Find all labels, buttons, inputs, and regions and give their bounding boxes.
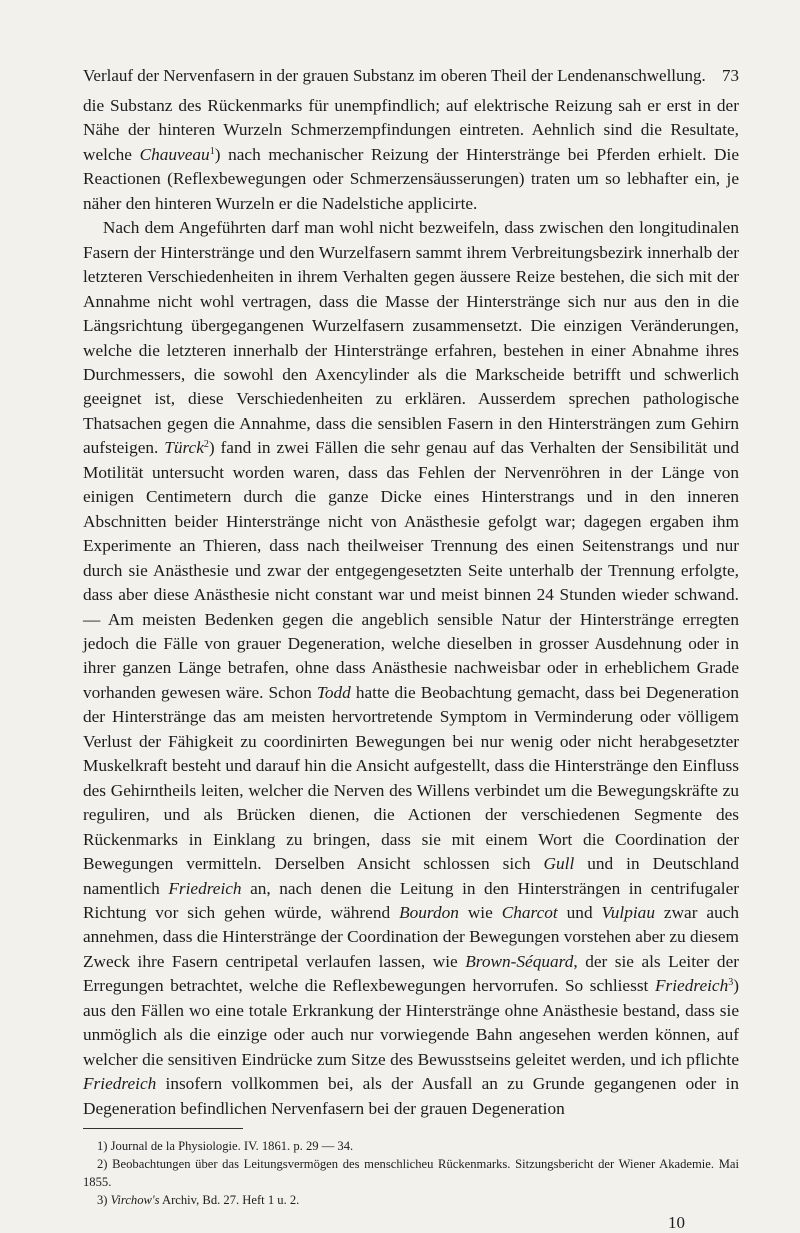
footnote-1: 1) Journal de la Physiologie. IV. 1861. p. 29 — 34. xyxy=(97,1139,354,1154)
text-run: und xyxy=(557,902,602,922)
author-name: Gull xyxy=(543,854,575,874)
paragraph-1 xyxy=(83,94,739,216)
author-name: Todd xyxy=(316,682,351,702)
author-name: Türck xyxy=(164,438,204,458)
running-header xyxy=(83,66,739,86)
footnotes xyxy=(83,1137,739,1209)
author-name: Bourdon xyxy=(399,902,459,922)
author-name: Friedreich xyxy=(168,878,242,898)
footnote-3 xyxy=(83,1191,739,1209)
footnote-ref: 3 xyxy=(728,977,734,989)
text-run: hatte die Beobachtung gemacht, dass bei Degeneration der Hinterstränge das am meisten hervortretende Symptom in Verminderung oder völligem Verlust der Fähigkeit zu coordinirten Bewegungen bei nur wenig oder nicht herabgesetzter Muskelkraft besteht und darauf hin die Ansicht aufgestellt, dass die Hinterstränge den Einfluss des Gehirntheils leiten, welcher die Nerven des Willens verbindet um die Bewegungskräfte zu reguliren, und als Brücken dienen, die Actionen der verschiedenen Segmente des Rückenmarks in Einklang zu bringen, dass sie mit einem Wort die Coordination der Bewegungen vermitteln. Derselben Ansicht schlossen sich xyxy=(83,682,739,874)
text-run: an, nach denen die Leitung in den Hintersträngen in centrifugaler Richtung vor sich gehen würde, während xyxy=(83,878,739,922)
running-title: Verlauf der Nervenfasern in der grauen Substanz im oberen Theil der Lendenanschwellung. xyxy=(83,66,706,85)
author-name: Vulpiau xyxy=(601,902,655,922)
text-run: insofern vollkommen bei, als der Ausfall an zu Grunde gegangenen oder in Degeneration befindlichen Nervenfasern bei der grauen Degeneration xyxy=(83,1074,739,1118)
author-name: Friedreich xyxy=(654,976,729,996)
author-name: Friedreich xyxy=(83,1074,157,1094)
text-run: und in Deutschland namentlich xyxy=(83,854,739,898)
footnote-2: 2) Beobachtungen über das Leitungsvermögen des menschlicheu Rückenmarks. Sitzungsbericht der Wiener Akademie. Mai 1855. xyxy=(83,1157,739,1190)
footnote-divider xyxy=(83,1128,243,1129)
author-name: Brown-Séquard xyxy=(465,951,574,971)
text-run: die Substanz des Rückenmarks für unempfindlich; auf elektrische Reizung sah er erst in der Nähe der hinteren Wurzeln Schmerzempfindungen eintreten. Aehnlich sind die Resultate, welche xyxy=(83,96,739,164)
signature-mark: 10 xyxy=(668,1213,685,1233)
text-run: wie xyxy=(458,902,502,922)
footnote-ref: 1 xyxy=(209,145,215,157)
text-run: zwar auch annehmen, dass die Hinterstränge der Coordination der Bewegungen vorstehen aber zu diesem Zweck ihre Fasern centripetal verlaufen lassen, wie xyxy=(83,902,740,971)
text-run: , der sie als Leiter der Erregungen betrachtet, welche die Reflexbewegungen hervorrufen. So schliesst xyxy=(83,951,739,996)
body-text xyxy=(83,94,739,1121)
page xyxy=(83,66,739,1233)
text-run: ) nach mechanischer Reizung der Hinterstränge bei Pferden erhielt. Die Reactionen (Reflexbewegungen oder Schmerzensäusserungen) traten um so lebhafter ein, je näher den hinteren Wurzeln er die Nadelstiche applicirte. xyxy=(83,144,739,213)
paragraph-2 xyxy=(83,216,739,1121)
author-name: Charcot xyxy=(501,902,558,922)
journal-name: Virchow's xyxy=(110,1193,160,1208)
text-run: ) aus den Fällen wo eine totale Erkrankung der Hinterstränge ohne Anästhesie bestand, dass sie unmöglich als die einzige oder auch nur vorwiegende Bahn angesehen werden können, auf welcher die sensitiven Eindrücke zum Sitze des Bewusstseins geleitet werden, und ich pflichte xyxy=(83,976,739,1069)
page-number: 73 xyxy=(722,66,739,85)
text-run: Nach dem Angeführten darf man wohl nicht bezweifeln, dass zwischen den longitudinalen Fasern der Hinterstränge und den Wurzelfasern sammt ihrem Verbreitungsbezirk innerhalb der letzteren Verschiedenheiten in ihrem Verhalten gegen äussere Reize bestehen, die sich mit der Annahme nicht wohl vertragen, dass die Masse der Hinterstränge sich nur aus den in die Längsrichtung übergegangenen Wurzelfasern zusammensetzt. Die einzigen Veränderungen, welche die letzteren innerhalb der Hinterstränge erfahren, bestehen in einer Abnahme ihres Durchmessers, die sowohl den Axencylinder als die Markscheide betrifft und schwerlich geeignet ist, diese Verschiedenheiten zu erklären. Ausserdem sprechen pathologische Thatsachen gegen die Annahme, dass die sensiblen Fasern in den Hintersträngen zum Gehirn aufsteigen. xyxy=(83,218,739,458)
text-run: ) fand in zwei Fällen die sehr genau auf das Verhalten der Sensibilität und Motilität untersucht worden waren, dass das Fehlen der Nervenröhren in der Länge von einigen Centimetern durch die ganze Dicke eines Hinterstrangs und in den inneren Abschnitten beider Hinterstränge nicht von Anästhesie gefolgt war; dagegen ergaben ihm Experimente an Thieren, dass nach theilweiser Trennung des einen Seitenstrangs und nur durch sie Anästhesie und zwar der entgegengesetzten Seite unterhalb der Trennung erfolgte, dass aber diese Anästhesie nicht constant war und meist binnen 24 Stunden wieder schwand. — Am meisten Bedenken gegen die angeblich sensible Natur der Hinterstränge erregten jedoch die Fälle von grauer Degeneration, welche dieselben in grosser Ausdehnung oder in ihrer ganzen Länge betrafen, ohne dass Anästhesie nachweisbar oder in erheblichem Grade vorhanden gewesen wäre. Schon xyxy=(83,438,739,702)
footnote-ref: 2 xyxy=(203,439,209,451)
author-name: Chauveau xyxy=(139,144,210,164)
footnote-number: 3) xyxy=(97,1193,111,1208)
footnote-text: Archiv, Bd. 27. Heft 1 u. 2. xyxy=(159,1193,300,1208)
